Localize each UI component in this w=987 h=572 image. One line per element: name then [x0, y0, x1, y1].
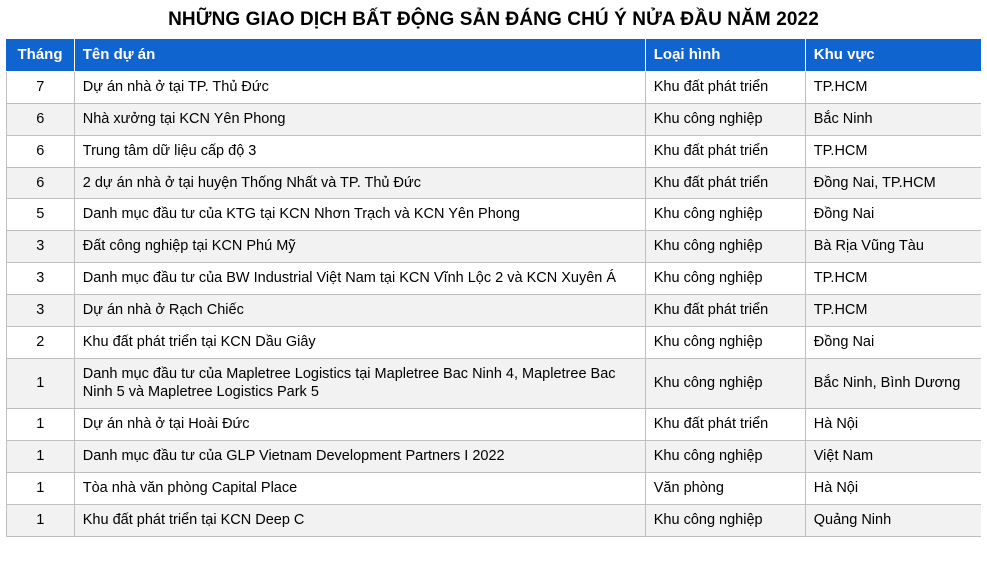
cell-project-name: Dự án nhà ở tại TP. Thủ Đức — [74, 72, 645, 104]
column-header-month: Tháng — [6, 39, 74, 72]
cell-project-name: Dự án nhà ở Rạch Chiếc — [74, 294, 645, 326]
cell-project-name: Tòa nhà văn phòng Capital Place — [74, 472, 645, 504]
table-row — [6, 199, 981, 231]
table-row — [6, 167, 981, 199]
cell-project-name: Dự án nhà ở tại Hoài Đức — [74, 409, 645, 441]
cell-type: Khu công nghiệp — [645, 358, 805, 409]
cell-month: 3 — [6, 263, 74, 295]
cell-type: Khu công nghiệp — [645, 504, 805, 536]
table-row — [6, 72, 981, 104]
column-header-project-name: Tên dự án — [74, 39, 645, 72]
cell-project-name: Trung tâm dữ liệu cấp độ 3 — [74, 135, 645, 167]
cell-month: 1 — [6, 472, 74, 504]
table-body — [6, 72, 981, 537]
cell-area: Hà Nội — [805, 472, 981, 504]
cell-type: Khu đất phát triển — [645, 294, 805, 326]
cell-type: Khu đất phát triển — [645, 409, 805, 441]
table-header-row — [6, 39, 981, 72]
cell-project-name: Đất công nghiệp tại KCN Phú Mỹ — [74, 231, 645, 263]
column-header-type: Loại hình — [645, 39, 805, 72]
cell-project-name: Khu đất phát triển tại KCN Deep C — [74, 504, 645, 536]
table-row — [6, 504, 981, 536]
cell-area: TP.HCM — [805, 263, 981, 295]
table-row — [6, 409, 981, 441]
cell-month: 1 — [6, 441, 74, 473]
cell-month: 1 — [6, 504, 74, 536]
cell-project-name: Danh mục đầu tư của Mapletree Logistics tại Mapletree Bac Ninh 4, Mapletree Bac Ninh 5 và Mapletree Logistics Park 5 — [74, 358, 645, 409]
cell-type: Văn phòng — [645, 472, 805, 504]
cell-project-name: Danh mục đầu tư của BW Industrial Việt Nam tại KCN Vĩnh Lộc 2 và KCN Xuyên Á — [74, 263, 645, 295]
real-estate-deals-table — [6, 39, 982, 537]
cell-month: 5 — [6, 199, 74, 231]
cell-month: 6 — [6, 135, 74, 167]
cell-type: Khu đất phát triển — [645, 135, 805, 167]
cell-month: 2 — [6, 326, 74, 358]
cell-area: Đồng Nai — [805, 326, 981, 358]
cell-area: Bắc Ninh, Bình Dương — [805, 358, 981, 409]
cell-area: Hà Nội — [805, 409, 981, 441]
page-title: NHỮNG GIAO DỊCH BẤT ĐỘNG SẢN ĐÁNG CHÚ Ý NỬA ĐẦU NĂM 2022 — [168, 9, 819, 30]
cell-area: TP.HCM — [805, 294, 981, 326]
column-header-area: Khu vực — [805, 39, 981, 72]
cell-month: 3 — [6, 294, 74, 326]
table-row — [6, 326, 981, 358]
cell-area: TP.HCM — [805, 72, 981, 104]
cell-type: Khu công nghiệp — [645, 326, 805, 358]
table-row — [6, 135, 981, 167]
cell-area: Đồng Nai — [805, 199, 981, 231]
table-row — [6, 294, 981, 326]
cell-area: Bà Rịa Vũng Tàu — [805, 231, 981, 263]
cell-type: Khu đất phát triển — [645, 72, 805, 104]
cell-type: Khu công nghiệp — [645, 103, 805, 135]
cell-type: Khu công nghiệp — [645, 199, 805, 231]
cell-month: 6 — [6, 167, 74, 199]
cell-area: TP.HCM — [805, 135, 981, 167]
cell-type: Khu công nghiệp — [645, 263, 805, 295]
table-row — [6, 358, 981, 409]
cell-area: Bắc Ninh — [805, 103, 981, 135]
table-row — [6, 103, 981, 135]
cell-month: 6 — [6, 103, 74, 135]
table-row — [6, 263, 981, 295]
cell-month: 1 — [6, 409, 74, 441]
cell-project-name: Danh mục đầu tư của KTG tại KCN Nhơn Trạch và KCN Yên Phong — [74, 199, 645, 231]
table-row — [6, 472, 981, 504]
table-row — [6, 231, 981, 263]
cell-project-name: Danh mục đầu tư của GLP Vietnam Development Partners I 2022 — [74, 441, 645, 473]
cell-project-name: 2 dự án nhà ở tại huyện Thống Nhất và TP. Thủ Đức — [74, 167, 645, 199]
table-header — [6, 39, 981, 72]
cell-month: 3 — [6, 231, 74, 263]
cell-month: 1 — [6, 358, 74, 409]
cell-type: Khu công nghiệp — [645, 441, 805, 473]
cell-project-name: Nhà xưởng tại KCN Yên Phong — [74, 103, 645, 135]
cell-type: Khu đất phát triển — [645, 167, 805, 199]
cell-area: Việt Nam — [805, 441, 981, 473]
cell-area: Đồng Nai, TP.HCM — [805, 167, 981, 199]
cell-area: Quảng Ninh — [805, 504, 981, 536]
cell-type: Khu công nghiệp — [645, 231, 805, 263]
table-row — [6, 441, 981, 473]
cell-project-name: Khu đất phát triển tại KCN Dầu Giây — [74, 326, 645, 358]
cell-month: 7 — [6, 72, 74, 104]
